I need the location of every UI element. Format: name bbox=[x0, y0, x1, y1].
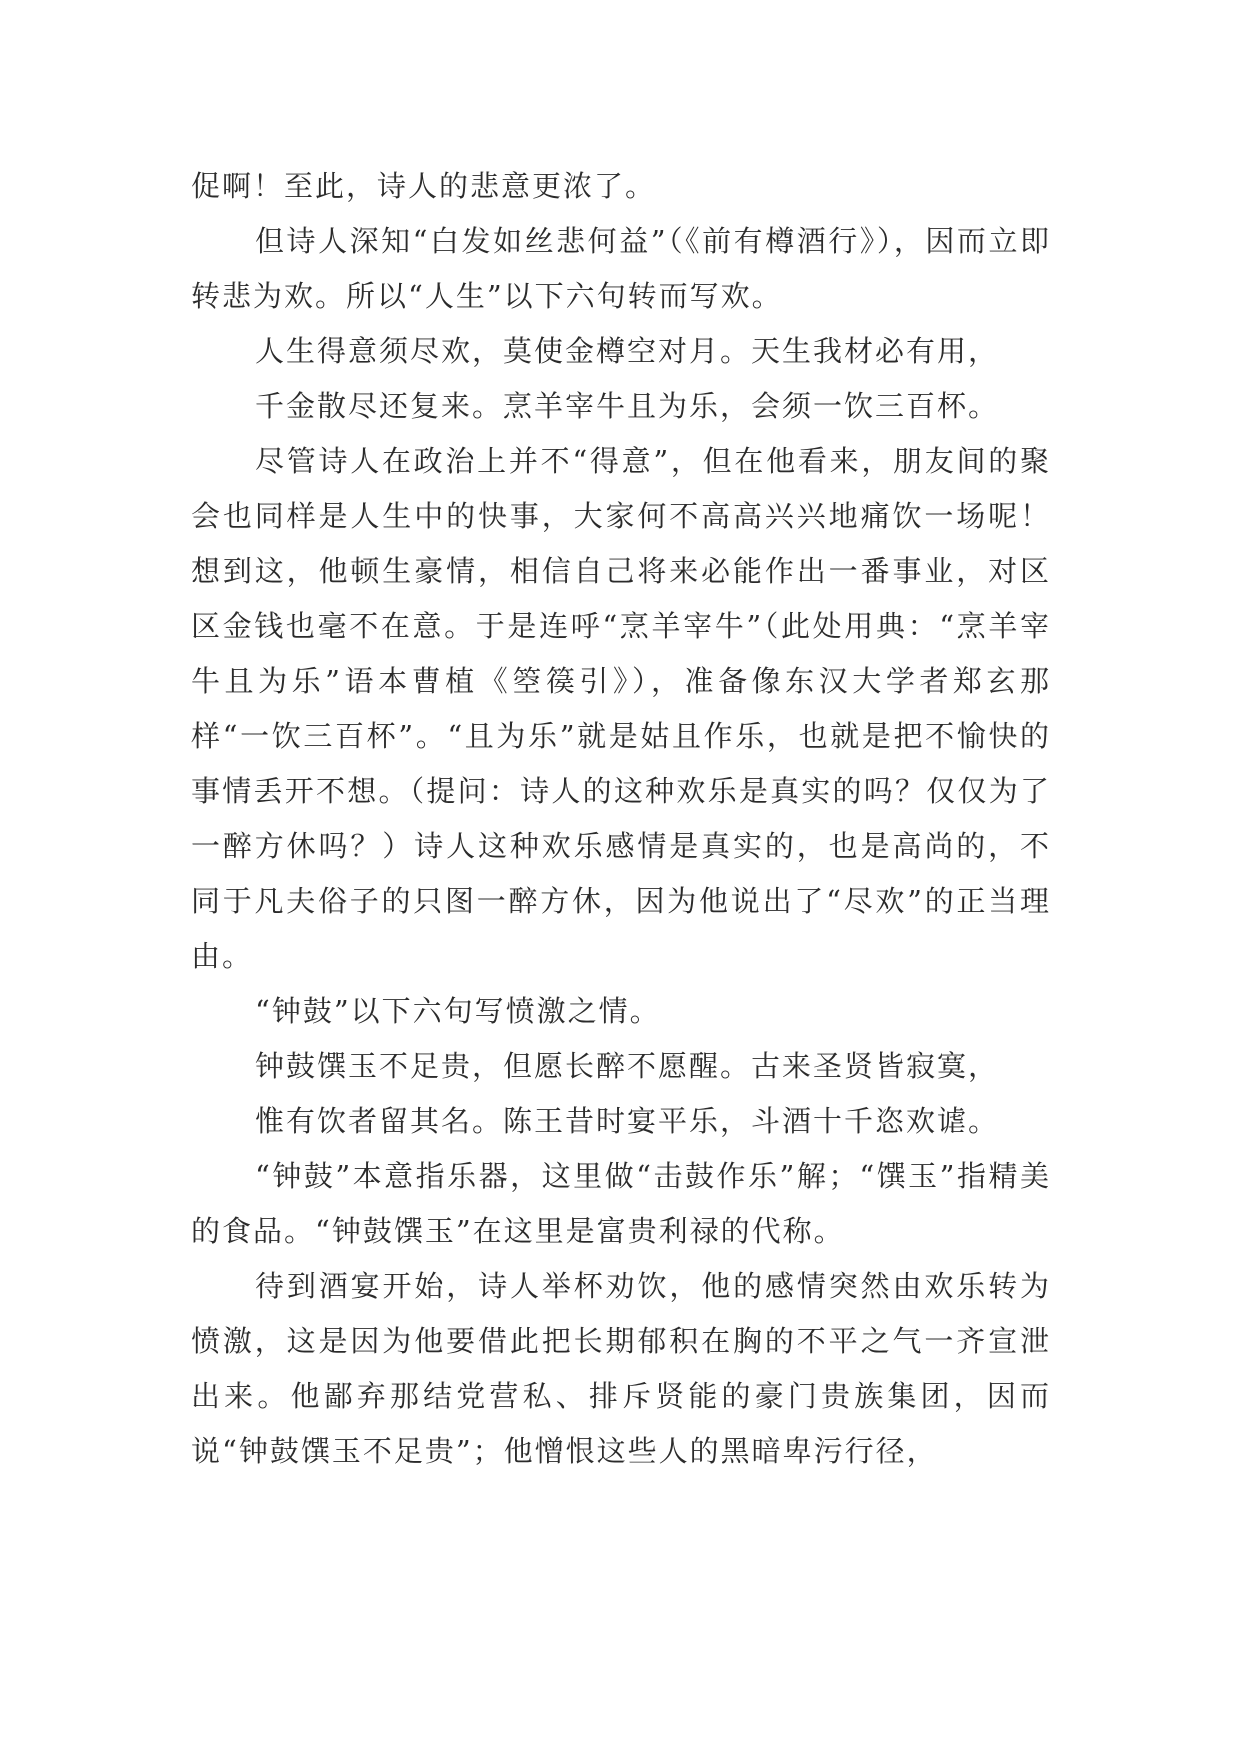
paragraph-transition-to-joy: 但诗人深知“白发如丝悲何益”（《前有樽酒行》），因而立即转悲为欢。所以“人生”以下六句转而写欢。 bbox=[191, 224, 1051, 313]
poem-line: 千金散尽还复来。烹羊宰牛且为乐，会须一饮三百杯。 bbox=[255, 389, 1000, 423]
paragraph-analysis-joy: 尽管诗人在政治上并不“得意”，但在他看来，朋友间的聚会也同样是人生中的快事，大家何不高高兴兴地痛饮一场呢！想到这，他顿生豪情，相信自己将来必能作出一番事业，对区区金钱也毫不在意。于是连呼“烹羊宰牛”（此处用典：“烹羊宰牛且为乐”语本曹植《箜篌引》），准备像东汉大学者郑玄那样“一饮三百杯”。“且为乐”就是姑且作乐，也就是把不愉快的事情丢开不想。（提问：诗人的这种欢乐是真实的吗？仅仅为了一醉方休吗？）诗人这种欢乐感情是真实的，也是高尚的，不同于凡夫俗子的只图一醉方休，因为他说出了“尽欢”的正当理由。 bbox=[191, 444, 1051, 973]
poem-line: 人生得意须尽欢，莫使金樽空对月。天生我材必有用， bbox=[255, 334, 1000, 368]
paragraph-section-intro: “钟鼓”以下六句写愤激之情。 bbox=[255, 994, 661, 1028]
paragraph-continuation: 促啊！至此，诗人的悲意更浓了。 bbox=[191, 169, 657, 203]
paragraph-analysis-indignation: 待到酒宴开始，诗人举杯劝饮，他的感情突然由欢乐转为愤激，这是因为他要借此把长期郁积在胸的不平之气一齐宣泄出来。他鄙弃那结党营私、排斥贤能的豪门贵族集团，因而说“钟鼓馔玉不足贵”；他憎恨这些人的黑暗卑污行径， bbox=[191, 1269, 1051, 1468]
document-body bbox=[191, 159, 1051, 1479]
poem-line: 钟鼓馔玉不足贵，但愿长醉不愿醒。古来圣贤皆寂寞， bbox=[255, 1049, 1000, 1083]
paragraph-annotation: “钟鼓”本意指乐器，这里做“击鼓作乐”解；“馔玉”指精美的食品。“钟鼓馔玉”在这里是富贵利禄的代称。 bbox=[191, 1159, 1051, 1248]
poem-line: 惟有饮者留其名。陈王昔时宴平乐，斗酒十千恣欢谑。 bbox=[255, 1104, 1000, 1138]
